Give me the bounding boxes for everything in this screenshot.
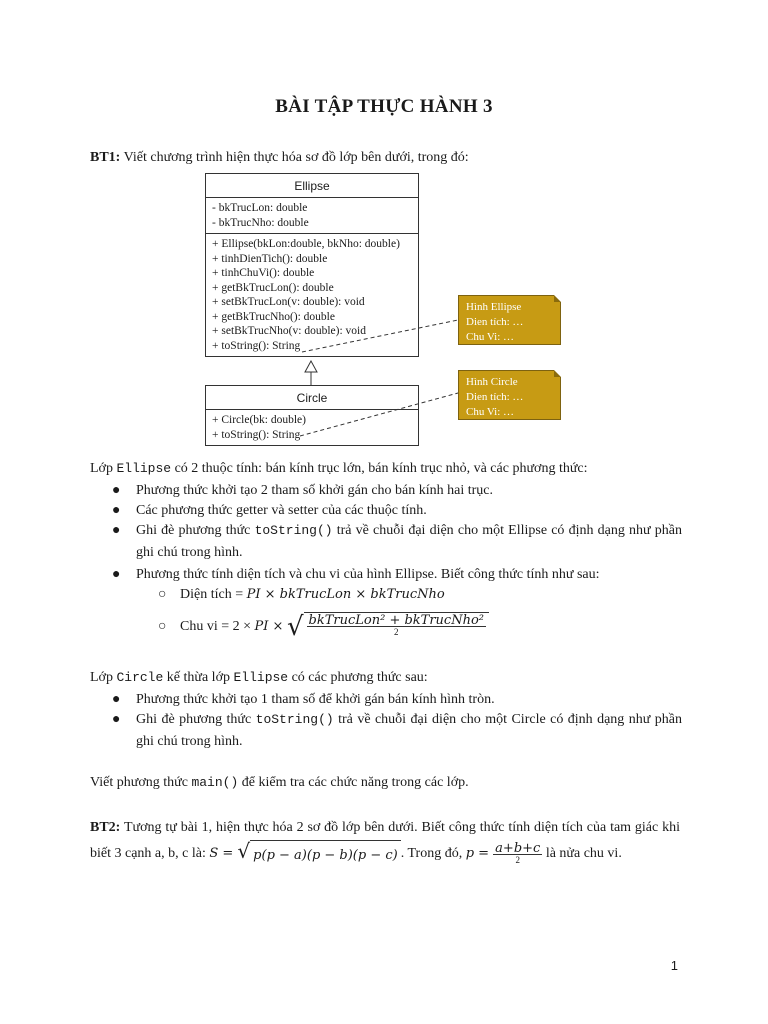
note-circle-link [300, 393, 458, 436]
text: có 2 thuộc tính: bán kính trục lớn, bán kính trục nhỏ, và các phương thức: [171, 461, 588, 476]
note-line: Chu Vi: … [466, 331, 515, 343]
ellipse-method: + Ellipse(bkLon:double, bkNho: double) [212, 238, 400, 250]
note-line: Dien tích: … [466, 391, 524, 403]
circle-class-name: Circle [296, 391, 328, 405]
list-item-text: Phương thức khởi tạo 1 tham số để khởi gán bán kính hình tròn. [136, 692, 495, 707]
text: . Trong đó, [400, 846, 466, 862]
ellipse-section-lead [90, 458, 680, 480]
text: có các phương thức sau: [288, 670, 428, 685]
ellipse-attribute: - bkTrucLon: double [212, 202, 308, 214]
area-formula [158, 584, 445, 606]
note-fold-icon [554, 370, 561, 377]
text: Viết phương thức [90, 775, 192, 790]
page-number: 1 [670, 958, 678, 973]
list-item [112, 689, 682, 711]
math-p: p = [465, 846, 494, 862]
list-item-text [136, 709, 682, 753]
ellipse-method: + tinhDienTich(): double [212, 252, 328, 265]
list-item-text [136, 520, 682, 564]
main-method-line [90, 772, 680, 794]
note-circle [458, 370, 561, 420]
page-title: BÀI TẬP THỰC HÀNH 3 [275, 96, 493, 117]
note-ellipse [458, 295, 561, 345]
sqrt-expression [287, 612, 489, 642]
fraction-numerator: bkTrucLon² + bkTrucNho² [308, 613, 484, 628]
text: để kiểm tra các chức năng trong các lớp. [238, 775, 469, 790]
note-line: Hình Circle [466, 376, 518, 388]
note-line: Chu Vi: … [466, 406, 515, 418]
bullet-icon: ● [112, 503, 121, 518]
perimeter-formula [158, 612, 489, 642]
circle-bullet-icon: ○ [158, 587, 167, 602]
math-s: S = [209, 846, 238, 862]
note-line: Hình Ellipse [466, 301, 522, 313]
ellipse-method: + setBkTrucLon(v: double): void [212, 296, 365, 308]
sqrt-icon: √ [237, 839, 251, 863]
bt2-label: BT2: [90, 820, 121, 835]
list-item [112, 520, 682, 564]
ellipse-attribute: - bkTrucNho: double [212, 216, 309, 229]
bullet-icon: ● [112, 483, 121, 498]
code-ellipse: Ellipse [233, 670, 289, 685]
ellipse-method: + tinhChuVi(): double [212, 267, 315, 279]
code-tostring: toString() [254, 523, 333, 538]
bullet-icon: ● [112, 712, 121, 727]
text: Diện tích = [180, 587, 247, 602]
list-item [112, 500, 682, 522]
math-pi: PI × [254, 619, 284, 635]
list-item [112, 564, 682, 586]
text: Lớp [90, 461, 117, 476]
ellipse-method: + getBkTrucLon(): double [212, 281, 334, 294]
text: Lớp [90, 670, 117, 685]
text: Chu vi = 2 × [180, 619, 255, 635]
bullet-icon: ● [112, 523, 121, 538]
fraction-denominator: 2 [515, 854, 520, 865]
note-ellipse-link [302, 320, 458, 352]
bt1-label: BT1: [90, 150, 121, 165]
ellipse-method: + getBkTrucNho(): double [212, 310, 335, 323]
text: kế thừa lớp [163, 670, 234, 685]
note-line: Dien tích: … [466, 316, 524, 328]
math-area: PI × bkTrucLon × bkTrucNho [246, 587, 445, 602]
code-main: main() [191, 775, 239, 790]
circle-section-lead [90, 667, 680, 689]
sqrt-expression [237, 840, 400, 868]
bt1-intro-text: Viết chương trình hiện thực hóa sơ đồ lớp bên dưới, trong đó: [123, 150, 469, 165]
list-item [112, 709, 682, 753]
fraction-numerator: a+b+c [495, 840, 541, 856]
list-item [112, 480, 682, 502]
list-item-text: Các phương thức getter và setter của các thuộc tính. [136, 503, 427, 518]
ellipse-method: + setBkTrucNho(v: double): void [212, 325, 366, 337]
sqrt-body: p(p − a)(p − b)(p − c) [250, 840, 401, 868]
code-circle: Circle [116, 670, 164, 685]
fraction-denominator: 2 [394, 627, 399, 637]
circle-method: + Circle(bk: double) [212, 414, 306, 426]
ellipse-class-name: Ellipse [294, 179, 330, 193]
uml-connectors [0, 0, 768, 470]
ellipse-method: + toString(): String [212, 339, 301, 352]
fraction [493, 840, 542, 866]
bullet-icon: ● [112, 692, 121, 707]
circle-bullet-icon: ○ [158, 619, 167, 635]
text: Ghi đè phương thức [136, 712, 256, 727]
text: là nửa chu vi. [542, 846, 622, 862]
bullet-icon: ● [112, 567, 121, 582]
note-fold-icon [554, 295, 561, 302]
code-tostring: toString() [255, 712, 334, 727]
text: Ghi đè phương thức [136, 523, 255, 538]
inheritance-arrow-icon [305, 361, 317, 372]
bt2-paragraph [90, 815, 680, 868]
fraction [307, 615, 486, 638]
list-item-text: Phương thức khởi tạo 2 tham số khởi gán cho bán kính hai trục. [136, 483, 493, 498]
list-item-text: Phương thức tính diện tích và chu vi của hình Ellipse. Biết công thức tính như sau: [136, 567, 600, 582]
sqrt-body [304, 612, 489, 642]
circle-method: + toString(): String [212, 428, 301, 441]
code-ellipse: Ellipse [116, 461, 172, 476]
text: trả về chuỗi đại diện cho một Circle có định dạng như phần ghi chú trong hình. [136, 712, 682, 749]
text: trả về chuỗi đại diện cho một Ellipse có định dạng như phần ghi chú trong hình. [136, 523, 682, 560]
sqrt-icon: √ [286, 612, 304, 642]
text: Tương tự bài 1, hiện thực hóa 2 sơ đồ lớp bên dưới. Biết công thức tính diện tích của tam giác khi biết 3 cạnh a, b, c là: [90, 820, 680, 862]
